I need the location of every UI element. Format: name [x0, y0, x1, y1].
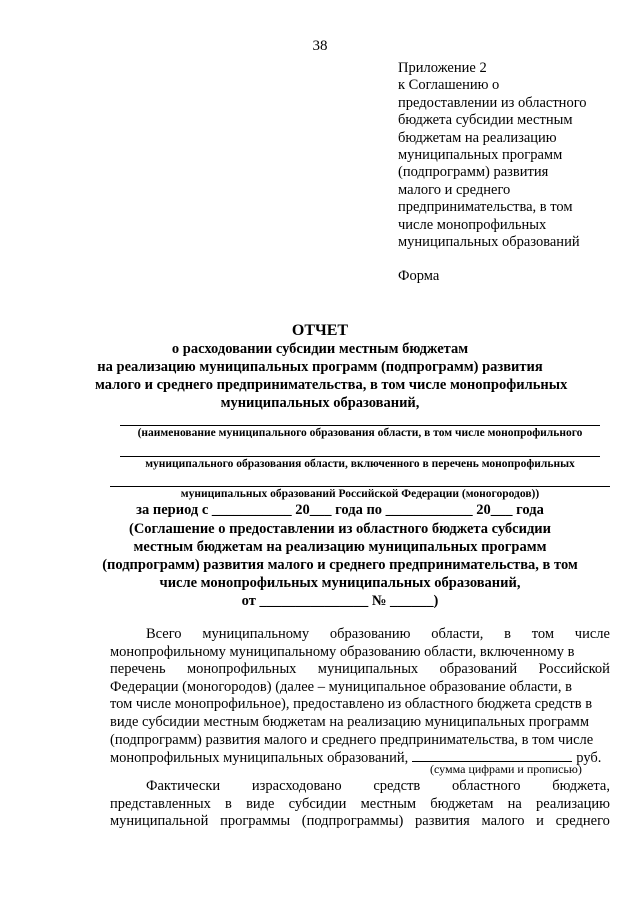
- word: муниципальной: [110, 813, 209, 830]
- appendix-line: муниципальных программ: [398, 147, 563, 164]
- form-label: Форма: [398, 268, 440, 284]
- subtitle-line: малого и среднего предпринимательства, в том числе монопрофильных: [95, 377, 568, 393]
- municipality-name-line: [120, 425, 600, 426]
- paragraph-text: монопрофильных муниципальных образований,: [110, 750, 409, 767]
- word: и: [536, 813, 544, 830]
- word: областного: [452, 778, 521, 794]
- municipality-name-line: [110, 486, 610, 487]
- report-subtitle: [95, 340, 568, 412]
- paragraph-line: [110, 661, 610, 679]
- word: реализацию: [536, 795, 610, 812]
- spent-paragraph: [110, 778, 610, 831]
- appendix-line: к Соглашению о: [398, 77, 500, 94]
- report-period: за период с ___________ 20___ года по ____________ 20___ года: [136, 502, 544, 518]
- word: муниципальных: [317, 661, 419, 678]
- appendix-line: предоставлении из областного: [398, 94, 587, 111]
- word: местным: [360, 795, 417, 812]
- word: представленных: [110, 795, 211, 812]
- word: бюджетам: [430, 795, 494, 812]
- agreement-line: числе монопрофильных муниципальных образований,: [159, 575, 521, 591]
- word: монопрофильных: [186, 661, 297, 678]
- word: Всего: [146, 626, 182, 642]
- paragraph-line: [110, 796, 610, 814]
- municipality-note-1: (наименование муниципального образования области, в том числе монопрофильного: [137, 427, 583, 439]
- appendix-heading: [398, 60, 608, 251]
- subtitle-line: на реализацию муниципальных программ (подпрограмм) развития: [97, 359, 543, 375]
- paragraph-line: Федерации (моногородов) (далее – муниципальное образование области, в: [110, 678, 572, 695]
- currency-label: руб.: [576, 750, 602, 767]
- paragraph-line: том числе монопрофильное), предоставлено из областного бюджета средств в: [110, 696, 593, 713]
- subsidy-paragraph: [110, 626, 610, 768]
- appendix-line: малого и среднего: [398, 181, 511, 198]
- word: развития: [415, 813, 470, 830]
- subtitle-line: о расходовании субсидии местным бюджетам: [171, 341, 469, 357]
- word: средств: [373, 778, 421, 794]
- paragraph-line: (подпрограмм) развития малого и среднего предпринимательства, в том числе: [110, 731, 594, 748]
- agreement-line: местным бюджетам на реализацию муниципальных программ: [133, 539, 547, 555]
- agreement-line: (Соглашение о предоставлении из областного бюджета субсидии: [129, 521, 551, 537]
- word: Российской: [538, 661, 610, 678]
- word: программы: [220, 813, 291, 830]
- word: Фактически: [146, 778, 221, 794]
- word: в: [504, 626, 511, 642]
- appendix-line: Приложение 2: [398, 60, 487, 76]
- word: малого: [481, 813, 525, 830]
- appendix-line: бюджетам на реализацию: [398, 129, 557, 146]
- municipality-note-3: муниципальных образований Российской Федерации (моногородов)): [180, 488, 540, 500]
- word: израсходовано: [251, 778, 342, 794]
- word: (подпрограммы): [301, 813, 404, 830]
- word: том: [531, 626, 555, 642]
- page-number: 38: [312, 38, 328, 54]
- subtitle-line: муниципальных образований,: [220, 395, 420, 411]
- word: виде: [246, 795, 275, 812]
- word: субсидии: [288, 795, 347, 812]
- agreement-line: (подпрограмм) развития малого и среднего предпринимательства, в том: [102, 557, 578, 573]
- sum-caption: (сумма цифрами и прописью): [430, 762, 582, 776]
- agreement-line: от _______________ № ______): [241, 593, 439, 609]
- word: числе: [574, 626, 610, 642]
- word: области,: [431, 626, 484, 642]
- municipality-name-line: [120, 456, 600, 457]
- word: на: [507, 795, 522, 812]
- report-title: ОТЧЕТ: [291, 322, 349, 339]
- sum-blank-field: [412, 749, 572, 762]
- appendix-line: муниципальных образований: [398, 234, 580, 251]
- paragraph-line: [110, 626, 610, 644]
- municipality-note-2: муниципального образования области, включенного в перечень монопрофильных: [145, 458, 575, 470]
- appendix-line: (подпрограмм) развития: [398, 164, 549, 181]
- word: перечень: [110, 661, 166, 678]
- paragraph-line: [110, 778, 610, 796]
- appendix-line: предпринимательства, в том: [398, 199, 573, 216]
- word: бюджета,: [552, 778, 610, 794]
- appendix-line: числе монопрофильных: [398, 216, 547, 233]
- paragraph-line: виде субсидии местным бюджетам на реализацию муниципальных программ: [110, 713, 589, 730]
- appendix-line: бюджета субсидии местным: [398, 112, 573, 129]
- paragraph-line: [110, 813, 610, 831]
- word: муниципальному: [202, 626, 310, 642]
- paragraph-line: монопрофильному муниципальному образованию области, включенному в: [110, 643, 575, 660]
- word: в: [225, 795, 232, 812]
- word: образований: [439, 661, 518, 678]
- word: образованию: [329, 626, 411, 642]
- word: среднего: [555, 813, 610, 830]
